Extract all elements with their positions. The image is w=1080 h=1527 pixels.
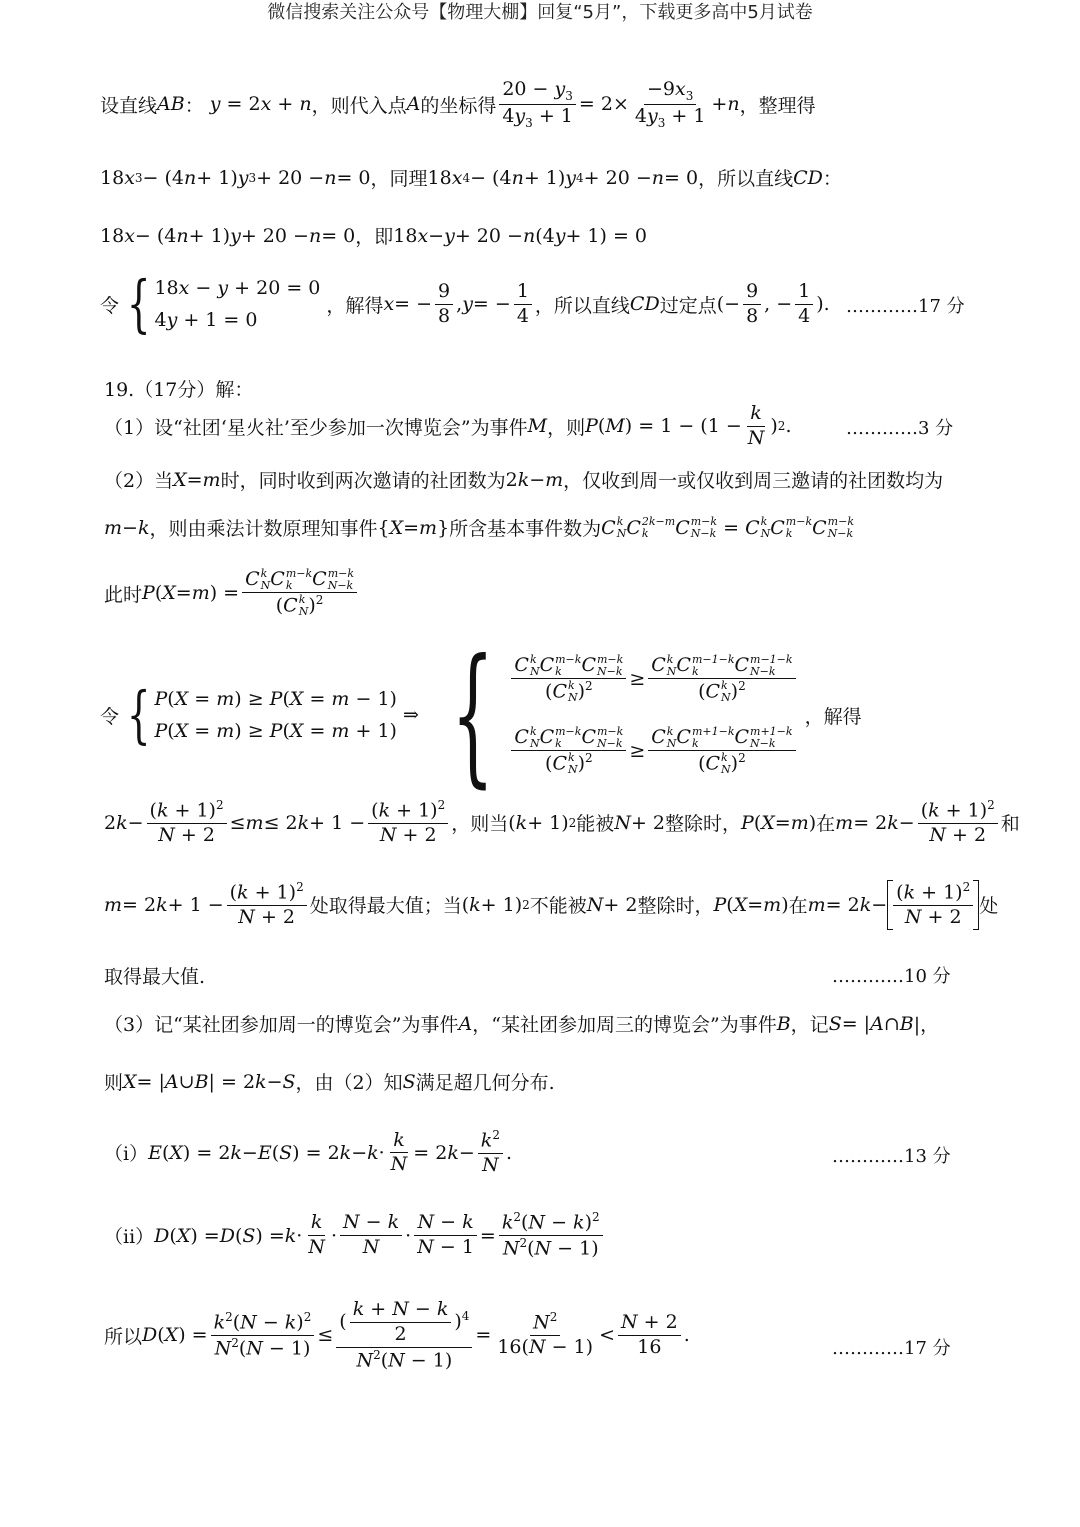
part-1-line: （1）设“社团‘星火社’至少参加一次博览会”为事件 M ，则 P ( M ) = 1 − (1 − $\frac{k}{N}$ ) 2 .	[104, 402, 792, 449]
fraction: $\frac{k^2}{N}$	[478, 1128, 503, 1178]
text: 令	[100, 294, 120, 317]
part-2-line-2: m − k ，则由乘法计数原理知事件 { X = m } 所含基本事件数为 C k N C 2k−m k C m−k N−k = C k N C m−k k C m−k N−k	[104, 514, 854, 540]
fraction: C k N C m+1−k k C m+1−k N−k (C k N )$^2$	[648, 726, 795, 776]
part-2-line-1: （2）当 X = m 时，同时收到两次邀请的社团数为 2 k − m ，仅收到周一或仅收到周三邀请的社团数均为	[104, 466, 943, 493]
text: ，则当	[451, 813, 509, 836]
fraction: $\frac{(k + 1)^2}{N + 2}$	[893, 880, 973, 930]
fraction: $\frac{N - k}{N}$	[340, 1211, 402, 1260]
fraction: ( $\frac{k + N - k}{2}$ )$^4$ $N^2(N - 1)$	[336, 1298, 472, 1373]
text: ，由（2）知	[295, 1072, 403, 1094]
solution-line-4: 令 { 18x − y + 20 = 0 4y + 1 = 0 ，解得 x = − $\frac{9}{8}$ , y = − $\frac{1}{4}$ ，所以直线 CD 过定点 (− $\frac{9}{8}$ , − $\frac{1}{4}$ ).	[100, 267, 830, 340]
fraction: $\frac{(k + 1)^2}{N + 2}$	[227, 880, 307, 930]
text: 19.（17分）解：	[104, 379, 254, 401]
fraction: $\frac{k^2(N - k)^2}{N^2(N - 1)}$	[211, 1310, 315, 1361]
text: ，解得	[326, 294, 384, 317]
text: 时，同时收到两次邀请的社团数为	[220, 470, 506, 492]
text: 在	[788, 895, 808, 918]
floor-bracket	[887, 880, 979, 930]
text: 的坐标得	[420, 94, 497, 117]
text: 整除时，	[665, 813, 742, 836]
solution-line-2: 18 x 3 − (4 n + 1) y 3 + 20 − n = 0 ，同理 18 x 4 − (4 n + 1) y 4 + 20 − n = 0 ，所以直线 CD ：	[100, 164, 842, 191]
fraction: $\frac{(k + 1)^2}{N + 2}$	[918, 798, 998, 848]
part-3-variance: （ii） D ( X ) = D ( S ) = k · $\frac{k}{N}$ · $\frac{N - k}{N}$ · $\frac{N - k}{N - 1}$ = $\frac{k^2(N - k)^2}{N^2(N - 1)}$	[104, 1210, 606, 1261]
part-2-result-line-2: m = 2 k + 1 − $\frac{(k + 1)^2}{N + 2}$ 处取得最大值；当 ( k + 1) 2 不能被 N + 2 整除时， P ( X = m ) 在 m = 2 k − $\frac{(k + 1)^2}{N + 2}$ 处	[104, 880, 999, 929]
fraction: $\frac{(k + 1)^2}{N + 2}$	[368, 798, 448, 848]
text: ，则	[547, 416, 586, 439]
fraction: $\frac{20 - y_3}{4y_3 + 1}$	[499, 78, 576, 131]
text: ，仅收到周一或仅收到周三邀请的社团数均为	[563, 470, 944, 492]
text: ，所以直线	[534, 294, 630, 317]
text: ，则代入点	[311, 94, 407, 117]
part-3-expectation: （i） E ( X ) = 2 k − E ( S ) = 2 k − k · $\frac{k}{N}$ = 2 k − $\frac{k^2}{N}$ .	[104, 1128, 512, 1177]
text: 处	[979, 895, 999, 918]
fraction: $\frac{1}{4}$	[795, 280, 813, 329]
score-marker: …………17 分	[846, 296, 965, 317]
fraction: $\frac{(k + 1)^2}{N + 2}$	[147, 798, 227, 848]
text: ，记	[790, 1014, 829, 1036]
text: ，所以直线	[698, 168, 794, 190]
part-3-line-2: 则 X = | A ∪ B | = 2 k − S ，由（2）知 S 满足超几何分布.	[104, 1068, 555, 1095]
text: （2）当	[104, 470, 174, 492]
score-marker: …………17 分	[832, 1338, 951, 1359]
text: 能被	[576, 813, 615, 836]
text: ，同理	[370, 168, 428, 190]
score-marker: …………3 分	[846, 418, 954, 439]
text: ，整理得	[739, 94, 816, 117]
fraction: C k N C m−1−k k C m−1−k N−k (C k N )$^2$	[648, 654, 795, 704]
text: 过定点	[659, 294, 717, 317]
text: 整除时，	[637, 895, 714, 918]
part-2-line-3: 此时 P ( X = m ) = C k N C m−k k C m−k N−k (C k N )$^2$	[104, 568, 360, 618]
solution-line-3: 18 x − (4 n + 1) y + 20 − n = 0 ，即 18 x − y + 20 − n (4 y + 1) = 0	[100, 222, 647, 249]
score-marker: …………10 分	[832, 966, 951, 987]
part-2-result-line-3	[104, 962, 205, 989]
fraction: C k N C m−k k C m−k N−k (C k N )$^2$	[242, 568, 357, 618]
text: 不能被	[529, 895, 587, 918]
fraction: $\frac{1}{4}$	[514, 280, 532, 329]
text: 处取得最大值；当	[309, 895, 462, 918]
part-2-result-line-1: 2 k − $\frac{(k + 1)^2}{N + 2}$ ≤ m ≤ 2 k + 1 − $\frac{(k + 1)^2}{N + 2}$ ，则当 ( k + 1) 2 能被 N + 2 整除时， P ( X = m ) 在 m = 2 k − $\frac{(k + 1)^2}{N + 2}$ 和	[104, 798, 1020, 847]
fraction: $\frac{9}{8}$	[435, 280, 453, 329]
text: （3）记“某社团参加周一的博览会”为事件	[104, 1014, 459, 1036]
fraction: C k N C m−k k C m−k N−k (C k N )$^2$	[511, 654, 626, 704]
fraction: $\frac{N - k}{N - 1}$	[414, 1211, 477, 1260]
text: ，“某社团参加周三的博览会”为事件	[472, 1014, 777, 1036]
score-marker: …………13 分	[832, 1146, 951, 1167]
text: （ii）	[104, 1226, 155, 1249]
text: 设直线	[100, 94, 158, 117]
text: ：	[822, 168, 842, 190]
text: （i）	[104, 1143, 149, 1166]
fraction: $\frac{-9x_3}{4y_3 + 1}$	[634, 78, 706, 130]
text: 和	[1000, 813, 1020, 836]
question-19-heading	[104, 375, 253, 402]
fraction: $\frac{k}{N}$	[390, 1128, 408, 1176]
text: ：	[184, 94, 204, 117]
fraction: $\frac{N^2}{16(N - 1)}$	[497, 1310, 594, 1359]
fraction: $\frac{k + N - k}{2}$	[350, 1298, 452, 1347]
text: ，则由乘法计数原理知事件	[149, 518, 378, 540]
fraction: $\frac{k^2(N - k)^2}{N^2(N - 1)}$	[499, 1210, 603, 1261]
fraction: $\frac{k}{N}$	[308, 1211, 325, 1259]
part-3-inequality: 所以 D ( X ) = $\frac{k^2(N - k)^2}{N^2(N - 1)}$ ≤ ( $\frac{k + N - k}{2}$ )$^4$ $N^2(N - 1)$ = $\frac{N^2}{16(N - 1)}$ < $\frac{N + 2}{16}$ .	[104, 1298, 690, 1371]
text: 满足超几何分布.	[415, 1072, 555, 1094]
text: ，即	[355, 226, 394, 248]
text: 取得最大值.	[104, 966, 206, 988]
text: 则	[104, 1072, 124, 1094]
text: （1）设“社团‘星火社’至少参加一次博览会”为事件	[104, 416, 528, 439]
page-header-banner: 微信搜索关注公众号【物理大棚】回复“5月”，下载更多高中5月试卷	[267, 2, 813, 23]
text: ，解得	[804, 705, 862, 728]
text: 所含基本事件数为	[449, 518, 602, 540]
fraction: $\frac{N + 2}{16}$	[618, 1311, 681, 1360]
text: 在	[816, 813, 836, 836]
solution-line-1: 设直线 AB ： y = 2 x + n ，则代入点 A 的坐标得 $\frac{20 - y_3}{4y_3 + 1}$ = 2× $\frac{-9x_3}{4y_3 + 1}$ + n ，整理得	[100, 78, 816, 130]
fraction: $\frac{k}{N}$	[747, 402, 765, 449]
text: 令	[100, 705, 120, 728]
part-3-line-1: （3）记“某社团参加周一的博览会”为事件 A ，“某社团参加周三的博览会”为事件 B ，记 S = | A ∩ B |，	[104, 1010, 939, 1037]
part-2-inequality-system: 令 { P(X = m) ≥ P(X = m − 1) P(X = m) ≥ P(X = m + 1) ⇒ { C k N C m−k k C m−k N−k (C k N )$^2$ ≥ C k N C m−1−k k C m−1−k N−k (C k N )$^2$ C k N C m−k k C m−k N−k (C k N )$^2$ ≥ C k N C m+1−k k C m+1−k N−k (C k N )$^2$ ，解得	[100, 628, 862, 802]
text: 所以	[104, 1325, 143, 1348]
text: 此时	[104, 583, 143, 606]
fraction: C k N C m−k k C m−k N−k (C k N )$^2$	[511, 726, 626, 776]
fraction: $\frac{9}{8}$	[743, 280, 761, 329]
